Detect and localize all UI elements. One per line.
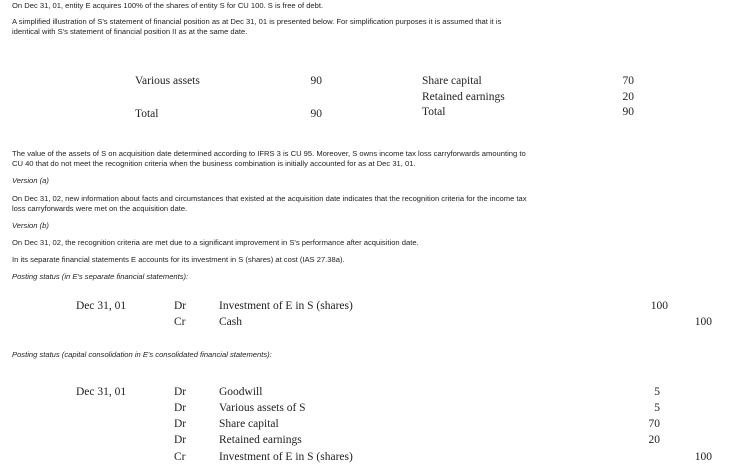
- journal-credit: 100: [694, 451, 712, 463]
- journal-account: Investment of E in S (shares): [219, 451, 353, 463]
- version-a-line-1: On Dec 31, 02, new information about facts and circumstances that existed at the acquisition date indicates that the recognition criteria for the income tax: [12, 194, 527, 203]
- posting-1-date: Dec 31, 01: [76, 300, 127, 312]
- journal-debit: 100: [650, 300, 668, 312]
- version-a-label: Version (a): [12, 176, 49, 185]
- bs-right-total-label: Total: [422, 106, 446, 118]
- bs-right-label: Share capital: [422, 75, 482, 87]
- journal-credit: 100: [694, 316, 712, 328]
- version-b-label: Version (b): [12, 221, 49, 230]
- journal-debit: 70: [648, 418, 660, 430]
- journal-account: Share capital: [219, 418, 279, 430]
- posting-1-heading: Posting status (in E's separate financial statements):: [12, 272, 189, 281]
- posting-2-date: Dec 31, 01: [76, 386, 127, 398]
- journal-debit: 20: [648, 434, 660, 446]
- bs-right-total-value: 90: [622, 106, 634, 118]
- journal-side: Cr: [174, 316, 186, 328]
- intro-paragraph-2-line-1: A simplified illustration of S's statement of financial position as at Dec 31, 01 is presented below. For simplification purposes it is assumed that it is: [12, 17, 502, 26]
- journal-account: Various assets of S: [219, 402, 306, 414]
- journal-debit: 5: [654, 386, 660, 398]
- bs-right-value: 20: [622, 91, 634, 103]
- bs-left-label: Various assets: [135, 75, 200, 87]
- bs-right-value: 70: [622, 75, 634, 87]
- journal-side: Dr: [174, 434, 187, 446]
- journal-account: Investment of E in S (shares): [219, 300, 353, 312]
- journal-side: Dr: [174, 418, 187, 430]
- bs-right-label: Retained earnings: [422, 91, 505, 103]
- version-b-line-1: On Dec 31, 02, the recognition criteria are met due to a significant improvement in S's performance after acquisition date.: [12, 238, 419, 247]
- paragraph-4: In its separate financial statements E accounts for its investment in S (shares) at cost (IAS 27.38a).: [12, 255, 345, 264]
- journal-account: Cash: [219, 316, 242, 328]
- bs-left-value: 90: [310, 75, 322, 87]
- paragraph-3-line-1: The value of the assets of S on acquisition date determined according to IFRS 3 is CU 95. Moreover, S owns income tax loss carryforwards amounting to: [12, 149, 526, 158]
- version-a-line-2: loss carryforwards were met on the acquisition date.: [12, 204, 188, 213]
- bs-left-total-value: 90: [310, 108, 322, 120]
- paragraph-3-line-2: CU 40 that do not meet the recognition criteria when the business combination is initially accounted for as at Dec 31, 01.: [12, 159, 416, 168]
- journal-side: Dr: [174, 300, 187, 312]
- journal-side: Cr: [174, 451, 186, 463]
- bs-left-total-label: Total: [135, 108, 159, 120]
- journal-account: Retained earnings: [219, 434, 302, 446]
- journal-account: Goodwill: [219, 386, 263, 398]
- intro-paragraph-1: On Dec 31, 01, entity E acquires 100% of the shares of entity S for CU 100. S is free of debt.: [12, 1, 324, 10]
- journal-side: Dr: [174, 386, 187, 398]
- intro-paragraph-2-line-2: identical with S's statement of financial position II as at the same date.: [12, 27, 248, 36]
- journal-debit: 5: [654, 402, 660, 414]
- posting-2-heading: Posting status (capital consolidation in E's consolidated financial statements):: [12, 350, 272, 359]
- journal-side: Dr: [174, 402, 187, 414]
